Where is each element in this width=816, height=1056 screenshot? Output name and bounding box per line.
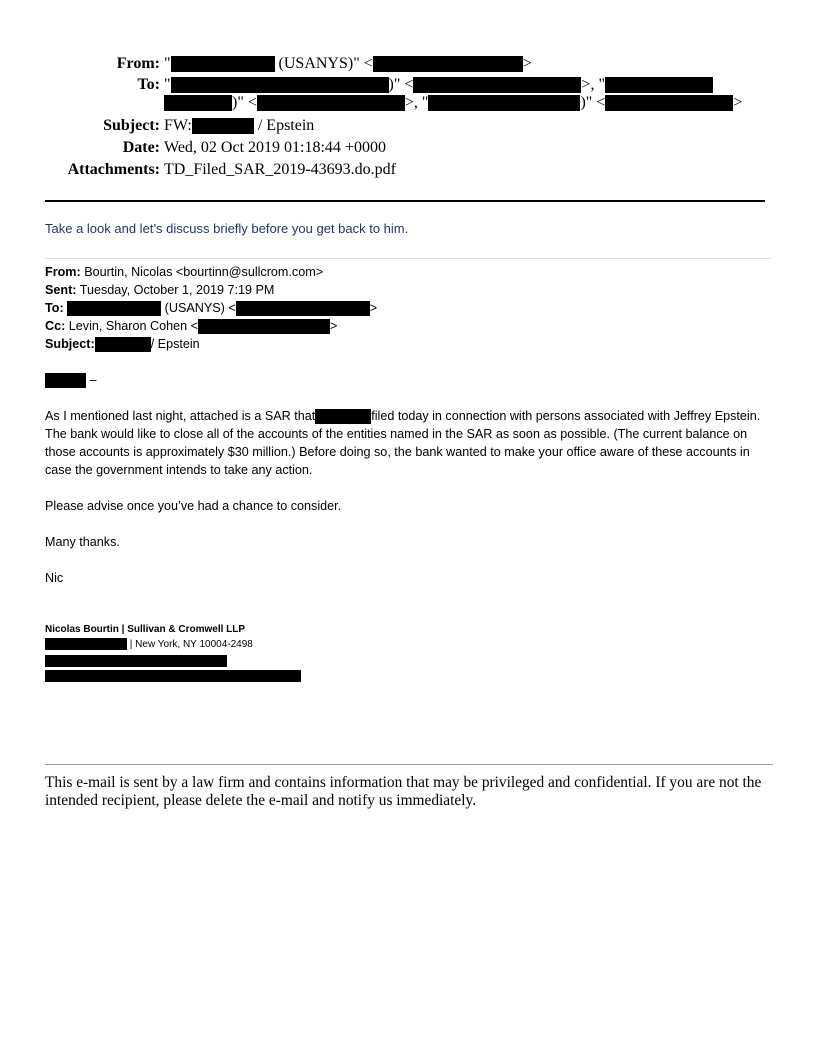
redaction-bar: [192, 118, 254, 134]
greeting: –: [45, 371, 97, 389]
redaction-bar: [45, 670, 301, 682]
redaction-bar: [605, 95, 733, 111]
body-signoff: Nic: [45, 571, 64, 585]
date-value: Wed, 02 Oct 2019 01:18:44 +0000: [164, 139, 386, 156]
redaction-bar: [171, 77, 389, 93]
signature-redacted-line-2: [45, 670, 301, 684]
redaction-bar: [45, 373, 86, 388]
header-divider: [45, 200, 765, 202]
redaction-bar: [428, 95, 580, 111]
footer-divider: [45, 764, 773, 765]
redaction-bar: [95, 337, 151, 352]
fwd-from: From: Bourtin, Nicolas <bourtinn@sullcrom.com>: [45, 265, 324, 279]
confidentiality-notice: This e-mail is sent by a law firm and contains information that may be privileged and confidential. If you are not the intended recipient, please delete the e-mail and notify us immediately.: [45, 774, 762, 809]
fwd-subject: Subject: / Epstein: [45, 337, 200, 351]
to-value-line1: " )" < >, ": [164, 75, 713, 95]
redaction-bar: [198, 319, 330, 334]
redaction-bar: [236, 301, 370, 316]
intro-text: Take a look and let’s discuss briefly before you get back to him.: [45, 221, 409, 236]
attachments-label: Attachments:: [67, 161, 160, 178]
subject-label: Subject:: [103, 117, 160, 134]
to-value-line2: )" < >, " )" < >: [164, 93, 742, 113]
body-paragraph-1: As I mentioned last night, attached is a SAR that filed today in connection with persons associated with Jeffrey Epstein. The bank would like to close all of the accounts of the entities named in the SAR as soon as possible. (The current balance on those accounts is approximately $30 million.) Before doing so, the bank wanted to make your office aware of these accounts in case the government intends to take any action.: [45, 409, 761, 477]
signature-name: Nicolas Bourtin | Sullivan & Cromwell LLP: [45, 624, 246, 635]
redaction-bar: [45, 655, 227, 667]
from-label: From:: [116, 55, 160, 72]
body-paragraph-2: Please advise once you’ve had a chance to consider.: [45, 499, 342, 513]
signature-redacted-line-1: [45, 655, 227, 669]
redaction-bar: [373, 56, 523, 72]
fwd-sent: Sent: Tuesday, October 1, 2019 7:19 PM: [45, 283, 275, 297]
date-label: Date:: [122, 139, 160, 156]
attachment-link[interactable]: TD_Filed_SAR_2019-43693.do.pdf: [164, 161, 396, 178]
from-value: " (USANYS)" < >: [164, 55, 532, 72]
to-label: To:: [137, 76, 160, 93]
fwd-to: To: (USANYS) < >: [45, 301, 378, 315]
forward-divider: [45, 258, 771, 259]
fwd-cc: Cc: Levin, Sharon Cohen < >: [45, 319, 338, 333]
redaction-bar: [171, 56, 275, 72]
redaction-bar: [605, 77, 713, 93]
redaction-bar: [67, 301, 161, 316]
redaction-bar: [164, 95, 232, 111]
body-paragraph-3: Many thanks.: [45, 535, 120, 549]
redaction-bar: [45, 638, 127, 650]
redaction-bar: [315, 409, 371, 424]
subject-value: FW: / Epstein: [164, 117, 315, 134]
redaction-bar: [413, 77, 581, 93]
signature-address: | New York, NY 10004-2498: [45, 638, 253, 652]
redaction-bar: [257, 95, 405, 111]
